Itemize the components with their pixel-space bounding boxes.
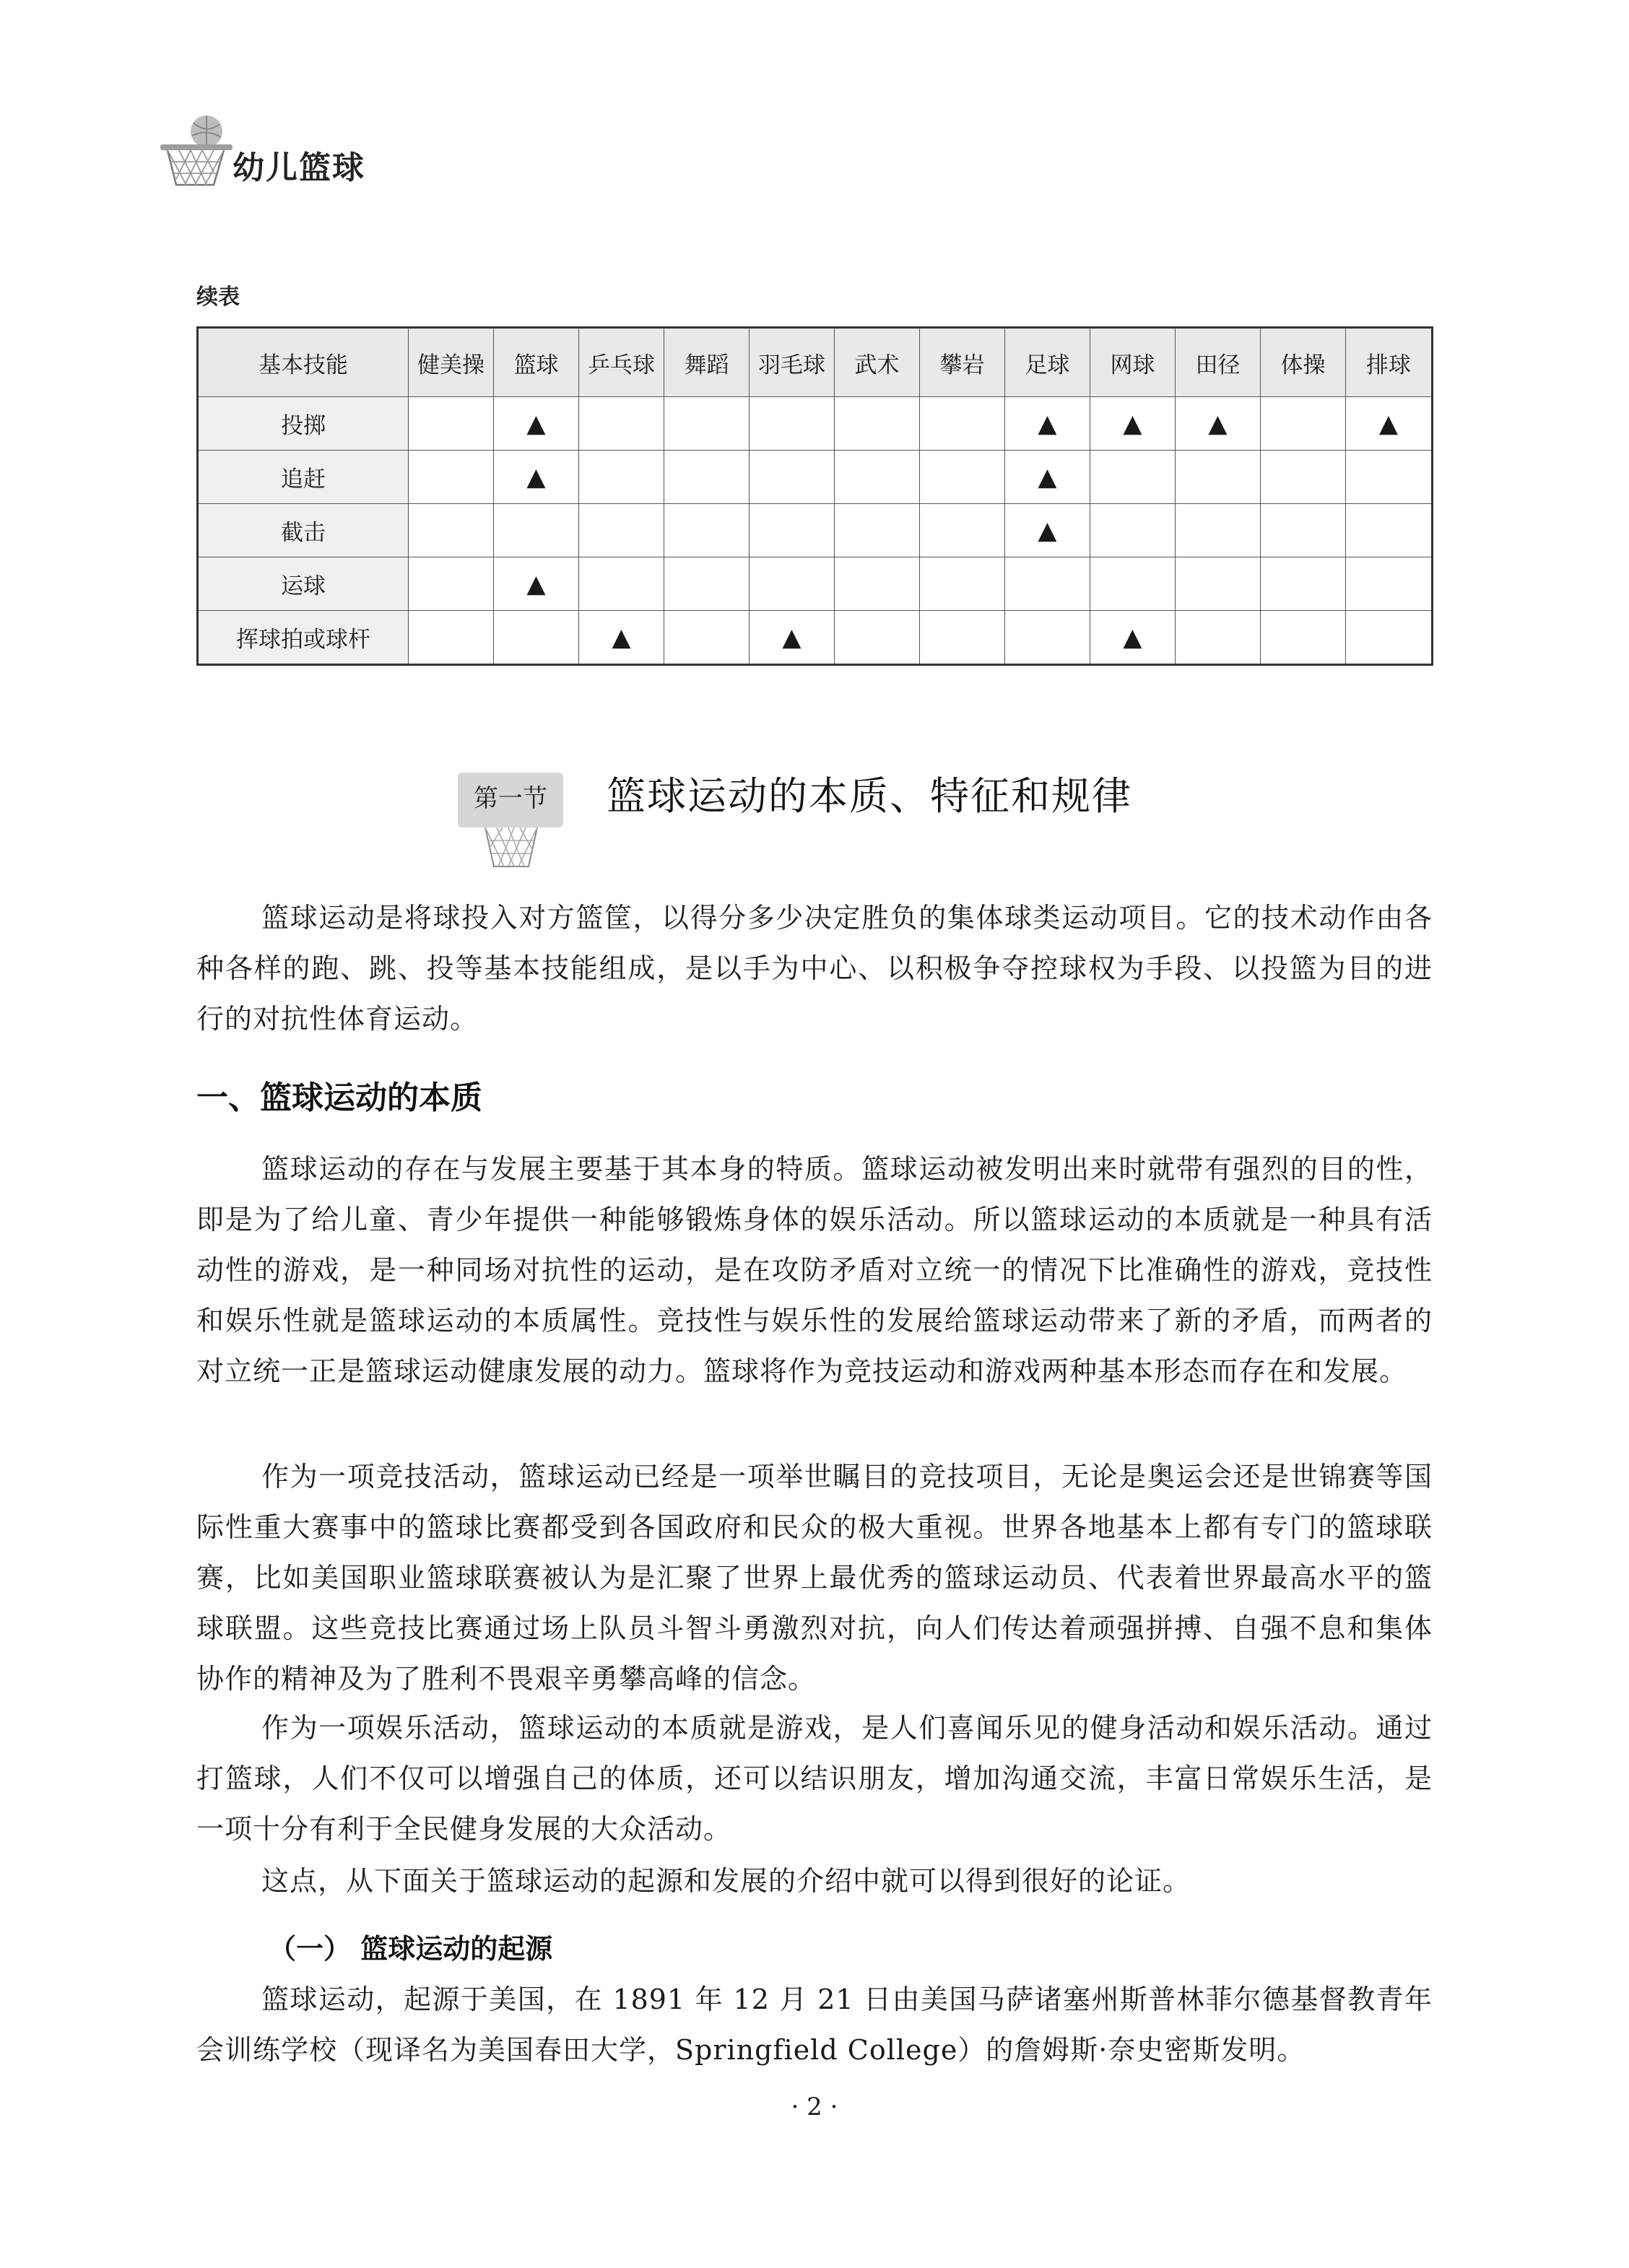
book-title: 幼儿篮球 [233, 149, 365, 186]
table-cell [664, 611, 750, 665]
table-cell [1176, 504, 1261, 557]
table-cell [579, 451, 664, 504]
table-cell [920, 557, 1005, 611]
row-label: 截击 [198, 504, 409, 557]
column-header: 羽毛球 [750, 328, 835, 397]
table-cell [920, 397, 1005, 451]
column-header: 网球 [1090, 328, 1176, 397]
section-badge [458, 765, 563, 852]
table-cell [1261, 504, 1346, 557]
table-cell [1005, 557, 1090, 611]
basketball-net-icon [482, 826, 540, 869]
table-row [198, 557, 1433, 611]
table-cell [494, 504, 579, 557]
table-cell: ▲ [494, 397, 579, 451]
table-cell [664, 557, 750, 611]
table-row [198, 451, 1433, 504]
row-label: 运球 [198, 557, 409, 611]
column-header: 健美操 [409, 328, 494, 397]
body-paragraph: 这点，从下面关于篮球运动的起源和发展的介绍中就可以得到很好的论证。 [261, 1865, 1191, 1897]
table-cell: ▲ [579, 611, 664, 665]
table-cell: ▲ [1005, 451, 1090, 504]
table-cell [664, 504, 750, 557]
table-cell: ▲ [1176, 397, 1261, 451]
body-paragraph: 作为一项娱乐活动，篮球运动的本质就是游戏，是人们喜闻乐见的健身活动和娱乐活动。通过打篮球，人们不仅可以增强自己的体质，还可以结识朋友，增加沟通交流，丰富日常娱乐生活，是一项十分有利于全民健身发展的大众活动。 [196, 1712, 1433, 1845]
table-row [198, 504, 1433, 557]
table-cell [750, 557, 835, 611]
table-cell [1261, 397, 1346, 451]
table-cell [409, 557, 494, 611]
table-cell [409, 611, 494, 665]
table-cell [920, 611, 1005, 665]
table-cell [1176, 557, 1261, 611]
column-header: 攀岩 [920, 328, 1005, 397]
section-title: 篮球运动的本质、特征和规律 [607, 773, 1132, 819]
table-cell [1261, 611, 1346, 665]
body-paragraph: 篮球运动的存在与发展主要基于其本身的特质。篮球运动被发明出来时就带有强烈的目的性，即是为了给儿童、青少年提供一种能够锻炼身体的娱乐活动。所以篮球运动的本质就是一种具有活动性的游戏，是一种同场对抗性的运动，是在攻防矛盾对立统一的情况下比准确性的游戏，竞技性和娱乐性就是篮球运动的本质属性。竞技性与娱乐性的发展给篮球运动带来了新的矛盾，而两者的对立统一正是篮球运动健康发展的动力。篮球将作为竞技运动和游戏两种基本形态而存在和发展。 [196, 1153, 1433, 1387]
table-cell [494, 611, 579, 665]
table-cell [1090, 451, 1176, 504]
basketball-hoop-icon [157, 114, 244, 194]
row-label: 挥球拍或球杆 [198, 611, 409, 665]
table-cell [579, 504, 664, 557]
table-cell [409, 397, 494, 451]
table-cell [664, 397, 750, 451]
table-cell: ▲ [1005, 504, 1090, 557]
table-cell [920, 504, 1005, 557]
table-cell [579, 557, 664, 611]
table-cell [1346, 557, 1433, 611]
table-cell [1090, 504, 1176, 557]
table-cell [664, 451, 750, 504]
table-cell [835, 557, 920, 611]
table-cell [1261, 451, 1346, 504]
origin-paragraph: 篮球运动，起源于美国，在 1891 年 12 月 21 日由美国马萨诸塞州斯普林菲尔德基督教青年会训练学校（现译名为美国春田大学，Springfield College）的詹姆斯·奈史密斯发明。 [196, 1984, 1433, 2066]
intro-paragraph: 篮球运动是将球投入对方篮筐，以得分多少决定胜负的集体球类运动项目。它的技术动作由各种各样的跑、跳、投等基本技能组成，是以手为中心、以积极争夺控球权为手段、以投篮为目的进行的对抗性体育运动。 [196, 902, 1433, 1035]
column-header: 乒乓球 [579, 328, 664, 397]
table-cell [835, 504, 920, 557]
skills-table [196, 326, 1433, 666]
column-header: 篮球 [494, 328, 579, 397]
table-cell [1005, 611, 1090, 665]
heading-origin: （一） 篮球运动的起源 [269, 1933, 553, 1965]
table-cell [1176, 451, 1261, 504]
column-header: 武术 [835, 328, 920, 397]
table-cell [1261, 557, 1346, 611]
table-header-row [198, 328, 1433, 397]
heading-essence: 一、篮球运动的本质 [196, 1079, 482, 1116]
table-cell: ▲ [494, 557, 579, 611]
column-header: 排球 [1346, 328, 1433, 397]
table-cell [1346, 451, 1433, 504]
table-cell: ▲ [1346, 397, 1433, 451]
column-header: 田径 [1176, 328, 1261, 397]
table-cell [579, 397, 664, 451]
table-cell [409, 451, 494, 504]
table-cell [750, 397, 835, 451]
page-number: · 2 · [791, 2093, 838, 2121]
table-cell: ▲ [750, 611, 835, 665]
table-cell [409, 504, 494, 557]
table-cell [1346, 504, 1433, 557]
column-header: 足球 [1005, 328, 1090, 397]
table-cell [835, 611, 920, 665]
row-label: 投掷 [198, 397, 409, 451]
row-label: 追赶 [198, 451, 409, 504]
table-cell: ▲ [494, 451, 579, 504]
column-header: 基本技能 [198, 328, 409, 397]
table-cell [835, 397, 920, 451]
page-header [157, 114, 490, 201]
table-row [198, 397, 1433, 451]
column-header: 舞蹈 [664, 328, 750, 397]
table-cell [1176, 611, 1261, 665]
section-number: 第一节 [474, 784, 547, 813]
table-cell [1346, 611, 1433, 665]
table-cell: ▲ [1005, 397, 1090, 451]
table-cell [920, 451, 1005, 504]
body-paragraph: 作为一项竞技活动，篮球运动已经是一项举世瞩目的竞技项目，无论是奥运会还是世锦赛等国际性重大赛事中的篮球比赛都受到各国政府和民众的极大重视。世界各地基本上都有专门的篮球联赛，比如美国职业篮球联赛被认为是汇聚了世界上最优秀的篮球运动员、代表着世界最高水平的篮球联盟。这些竞技比赛通过场上队员斗智斗勇激烈对抗，向人们传达着顽强拼搏、自强不息和集体协作的精神及为了胜利不畏艰辛勇攀高峰的信念。 [196, 1461, 1433, 1695]
column-header: 体操 [1261, 328, 1346, 397]
table-row [198, 611, 1433, 665]
table-cell [835, 451, 920, 504]
table-cell [1090, 557, 1176, 611]
table-cell [750, 504, 835, 557]
table-cell: ▲ [1090, 611, 1176, 665]
table-cell [750, 451, 835, 504]
table-continued-label: 续表 [196, 284, 240, 310]
table-cell: ▲ [1090, 397, 1176, 451]
